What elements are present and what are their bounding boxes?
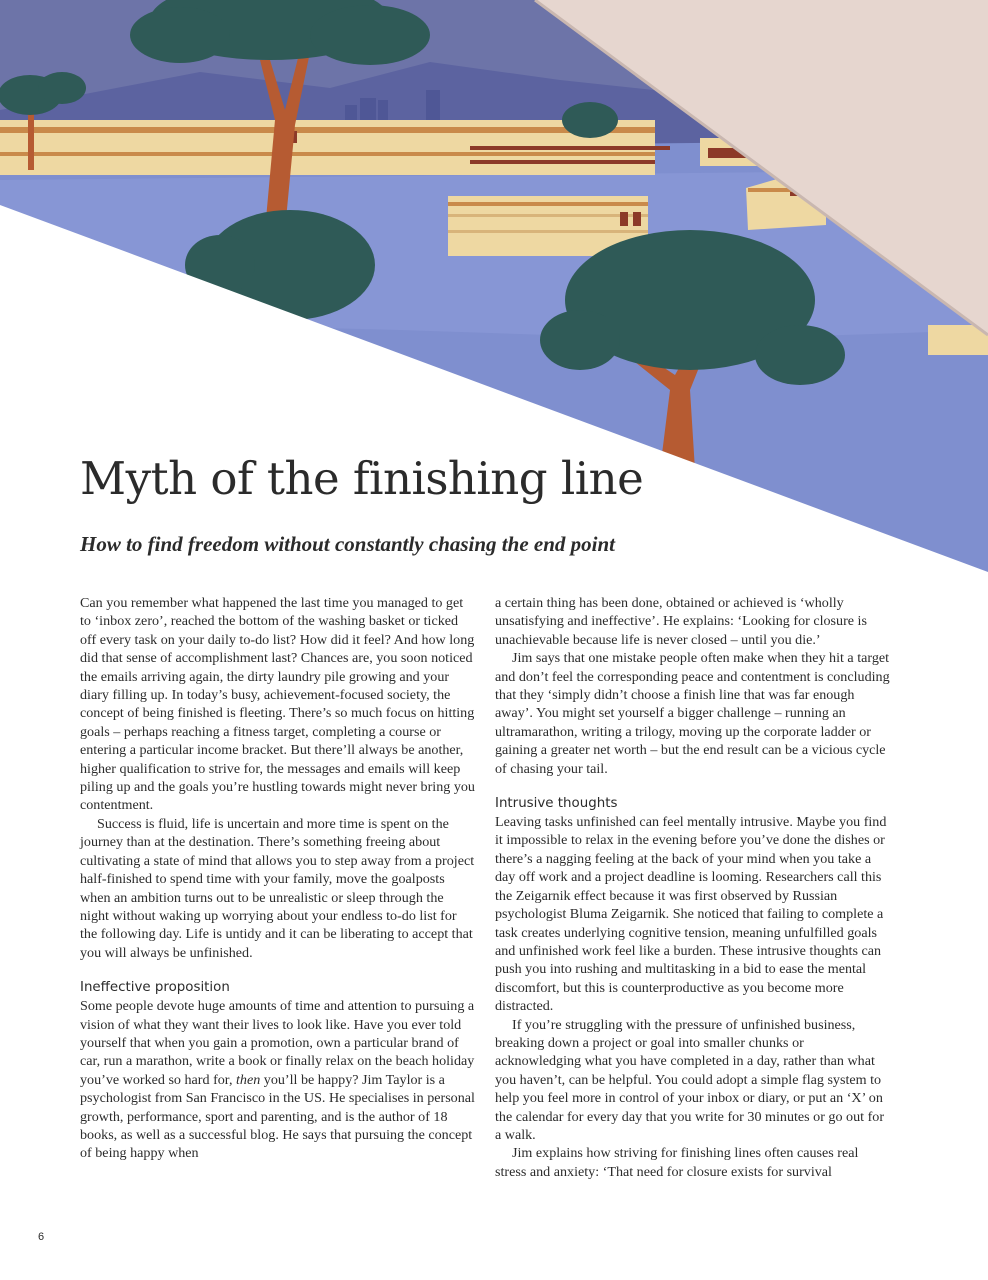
paragraph: Jim explains how striving for finishing lines often causes real stress and anxiety: ‘That need for closure exists for survival [495,1145,859,1180]
paragraph: Leaving tasks unfinished can feel mentally intrusive. Maybe you find it impossible to relax in the evening before you’ve done the dishes or there’s a nagging feeling at the back of your mind when you take a day off work and a project deadline is looming. Researchers call this the Zeigarnik effect because it was first observed by Russian psychologist Bluma Zeigarnik. She noticed that failing to complete a task creates underlying cognitive tension, meaning unfulfilled goals and unfinished work feel like a burden. These intrusive thoughts can push you into rushing and multitasking in a bid to ease the mental discomfort, but this is counterproductive as you become more distracted. [495,814,887,1015]
paragraph-text: you’ll be happy? Jim Taylor is a psychologist from San Francisco in the US. He specialises in personal growth, performance, sport and parenting, and is the author of 18 books, as well as a successful blog. He says that pursuing the concept of being happy when [80,1071,475,1162]
paragraph-text: Some people devote huge amounts of time and attention to pursuing a vision of what they want their lives to look like. Have you ever told yourself that when you gain a promotion, own a particular brand of car, run a marathon, write a book or finally relax on the beach holiday you’ve worked so hard for, [80,998,475,1088]
tree-top-right [562,102,618,138]
paragraph [80,997,476,1163]
paragraph: Success is fluid, life is uncertain and more time is spent on the journey than at the destination. There’s something freeing about cultivating a state of mind that allows you to step away from a project half-finished to spend time with your family, move the goalposts when an ambition turns out to be unrealistic or sleep through the night without waking up worrying about your endless to-do list for the following day. Life is untidy and it can be liberating to accept that you will always be unfinished. [80,815,475,961]
emphasis-text: then [236,1071,261,1088]
paragraph: If you’re struggling with the pressure of unfinished business, breaking down a project or goal into smaller chunks or acknowledging what you have completed in a day, rather than what you haven’t, can be helpful. You could adopt a simple flag system to help you feel more in control of your inbox or diary, or put an ‘X’ on the calendar for every day that you write for 30 minutes or go out for a walk. [495,1016,885,1143]
page-number: 6 [38,1231,45,1243]
section-heading: Intrusive thoughts [495,796,618,812]
article-title: Myth of the finishing line [80,452,644,505]
paragraph: Can you remember what happened the last time you managed to get to ‘inbox zero’, reached the bottom of the washing basket or ticked off every task on your daily to-do list? How did it feel? And how long did that sense of accomplishment last? Chances are, you soon noticed the emails arriving again, the dirty laundry pile growing and your diary filling up. In today’s busy, achievement-focused society, the concept of being finished is fleeting. There’s so much focus on hitting goals – perhaps reaching a fitness target, completing a course or entering a particular income bracket. But there’ll always be another, higher qualification to strive for, the messages and emails will keep piling up and the goals you’re hustling towards might never bring you contentment. [80,595,475,814]
paragraph: a certain thing has been done, obtained or achieved is ‘wholly unsatisfying and ineffective’. He explains: ‘Looking for closure is unachievable because life is never closed – until you die.’ [495,595,867,648]
right-column [495,594,891,1181]
paragraph: Jim says that one mistake people often make when they hit a target and don’t feel the corresponding peace and contentment is concluding that they ‘simply didn’t choose a finish line that was far enough away’. You might set yourself a bigger challenge – running an ultramarathon, writing a trilogy, moving up the corporate ladder or gaining a greater net worth – but the end result can be a vicious cycle of chasing your tail. [495,650,890,777]
left-column [80,594,476,1163]
section-heading: Ineffective proposition [80,980,230,996]
article-subtitle: How to find freedom without constantly chasing the end point [80,532,615,556]
